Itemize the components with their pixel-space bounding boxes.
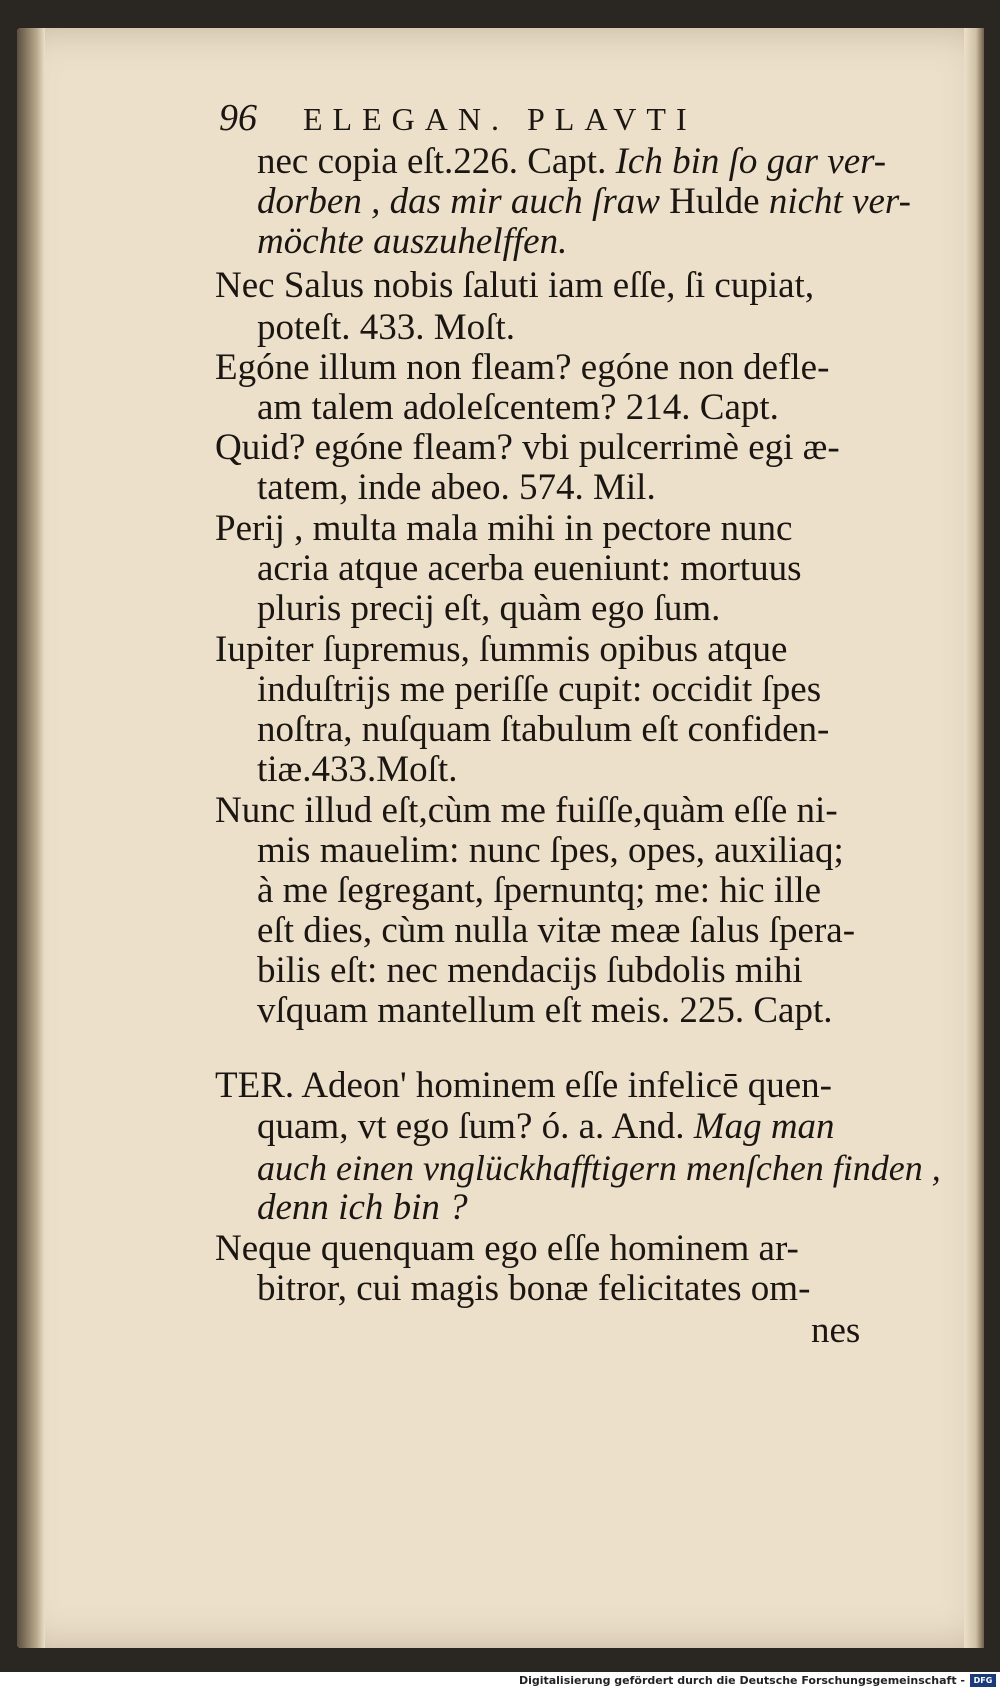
italic-text-span: auch einen vnglückhafftigern menſchen finden , bbox=[257, 1148, 941, 1188]
text-line bbox=[257, 306, 515, 350]
text-line bbox=[257, 1146, 941, 1190]
text-line bbox=[257, 1186, 468, 1230]
text-line bbox=[257, 1267, 810, 1311]
text-span: Nunc illud eſt,cùm me fuiſſe,quàm eſſe ni- bbox=[215, 790, 838, 831]
text-span: Perij , multa mala mihi in pectore nunc bbox=[215, 508, 793, 549]
text-line bbox=[215, 1227, 799, 1271]
text-span: eſt dies, cùm nulla vitæ meæ ſalus ſpera- bbox=[257, 910, 856, 951]
text-span: bitror, cui magis bonæ felicitates om- bbox=[257, 1268, 811, 1309]
italic-text-span: Ich bin ſo gar ver- bbox=[615, 141, 887, 182]
text-line bbox=[215, 1064, 832, 1108]
text-span: nes bbox=[811, 1310, 861, 1351]
text-span: acria atque acerba eueniunt: mortuus bbox=[257, 548, 802, 589]
running-title: ELEGAN. PLAVTI bbox=[303, 101, 697, 137]
italic-text-span: nicht ver- bbox=[768, 181, 911, 222]
text-span: poteſt. 433. Moſt. bbox=[257, 307, 515, 348]
italic-text-span: möchte auszuhelffen. bbox=[257, 221, 568, 262]
text-line bbox=[257, 180, 911, 224]
text-line bbox=[215, 426, 840, 470]
text-line bbox=[215, 789, 838, 833]
text-span: Quid? egóne fleam? vbi pulcerrimè egi æ- bbox=[215, 427, 840, 468]
text-line bbox=[215, 264, 814, 308]
text-line bbox=[215, 507, 792, 551]
text-line bbox=[257, 1105, 835, 1149]
text-span: TER. Adeon' hominem eſſe infelicē quen- bbox=[215, 1065, 832, 1106]
text-line bbox=[811, 1309, 860, 1353]
italic-text-span: denn ich bin ? bbox=[257, 1187, 468, 1228]
text-line bbox=[257, 587, 720, 631]
text-line bbox=[257, 949, 803, 993]
text-line bbox=[257, 547, 801, 591]
text-span: Egóne illum non fleam? egóne non defle- bbox=[215, 347, 830, 388]
digitization-footer bbox=[0, 1672, 1000, 1691]
text-line bbox=[257, 748, 457, 792]
text-span: nec copia eſt.226. Capt. bbox=[257, 141, 616, 182]
text-line bbox=[257, 708, 829, 752]
text-line bbox=[257, 140, 886, 184]
text-span: vſquam mantellum eſt meis. 225. Capt. bbox=[257, 990, 833, 1031]
text-span: Nec Salus nobis ſaluti iam eſſe, ſi cupiat, bbox=[215, 265, 815, 306]
text-line bbox=[257, 869, 821, 913]
page-fore-edge bbox=[964, 28, 984, 1648]
text-line bbox=[257, 989, 832, 1033]
text-span: Neque quenquam ego eſſe hominem ar- bbox=[215, 1228, 799, 1269]
dfg-logo: DFG bbox=[970, 1674, 996, 1687]
text-line bbox=[257, 668, 821, 712]
text-span: tiæ.433.Moſt. bbox=[257, 749, 458, 790]
italic-text-span: Mag man bbox=[693, 1106, 835, 1147]
text-line bbox=[215, 346, 829, 390]
text-line bbox=[257, 386, 779, 430]
text-line bbox=[257, 829, 844, 873]
text-span: à me ſegregant, ſpernuntq; me: hic ille bbox=[257, 870, 822, 911]
text-span: Hulde bbox=[669, 181, 769, 222]
footer-credit: Digitalisierung gefördert durch die Deutsche Forschungsgemeinschaft - bbox=[518, 1674, 965, 1687]
text-span: mis mauelim: nunc ſpes, opes, auxiliaq; bbox=[257, 830, 844, 871]
text-span: bilis eſt: nec mendacijs ſubdolis mihi bbox=[257, 950, 803, 991]
text-span: tatem, inde abeo. 574. Mil. bbox=[257, 467, 656, 508]
text-line bbox=[257, 909, 855, 953]
text-span: pluris precij eſt, quàm ego ſum. bbox=[257, 588, 721, 629]
text-span: quam, vt ego ſum? ó. a. And. bbox=[257, 1106, 694, 1147]
page-spine-shadow bbox=[17, 28, 45, 1648]
text-span: Iupiter ſupremus, ſummis opibus atque bbox=[215, 629, 788, 670]
italic-text-span: dorben , das mir auch ſraw bbox=[257, 181, 670, 222]
text-span: noſtra, nuſquam ſtabulum eſt confiden- bbox=[257, 709, 830, 750]
text-line bbox=[215, 628, 787, 672]
text-span: am talem adoleſcentem? 214. Capt. bbox=[257, 387, 779, 428]
book-page bbox=[17, 28, 984, 1648]
text-line bbox=[257, 220, 567, 264]
page-number: 96 bbox=[219, 97, 257, 139]
text-line bbox=[257, 466, 656, 510]
running-header bbox=[219, 98, 697, 139]
text-span: induſtrijs me periſſe cupit: occidit ſpes bbox=[257, 669, 822, 710]
